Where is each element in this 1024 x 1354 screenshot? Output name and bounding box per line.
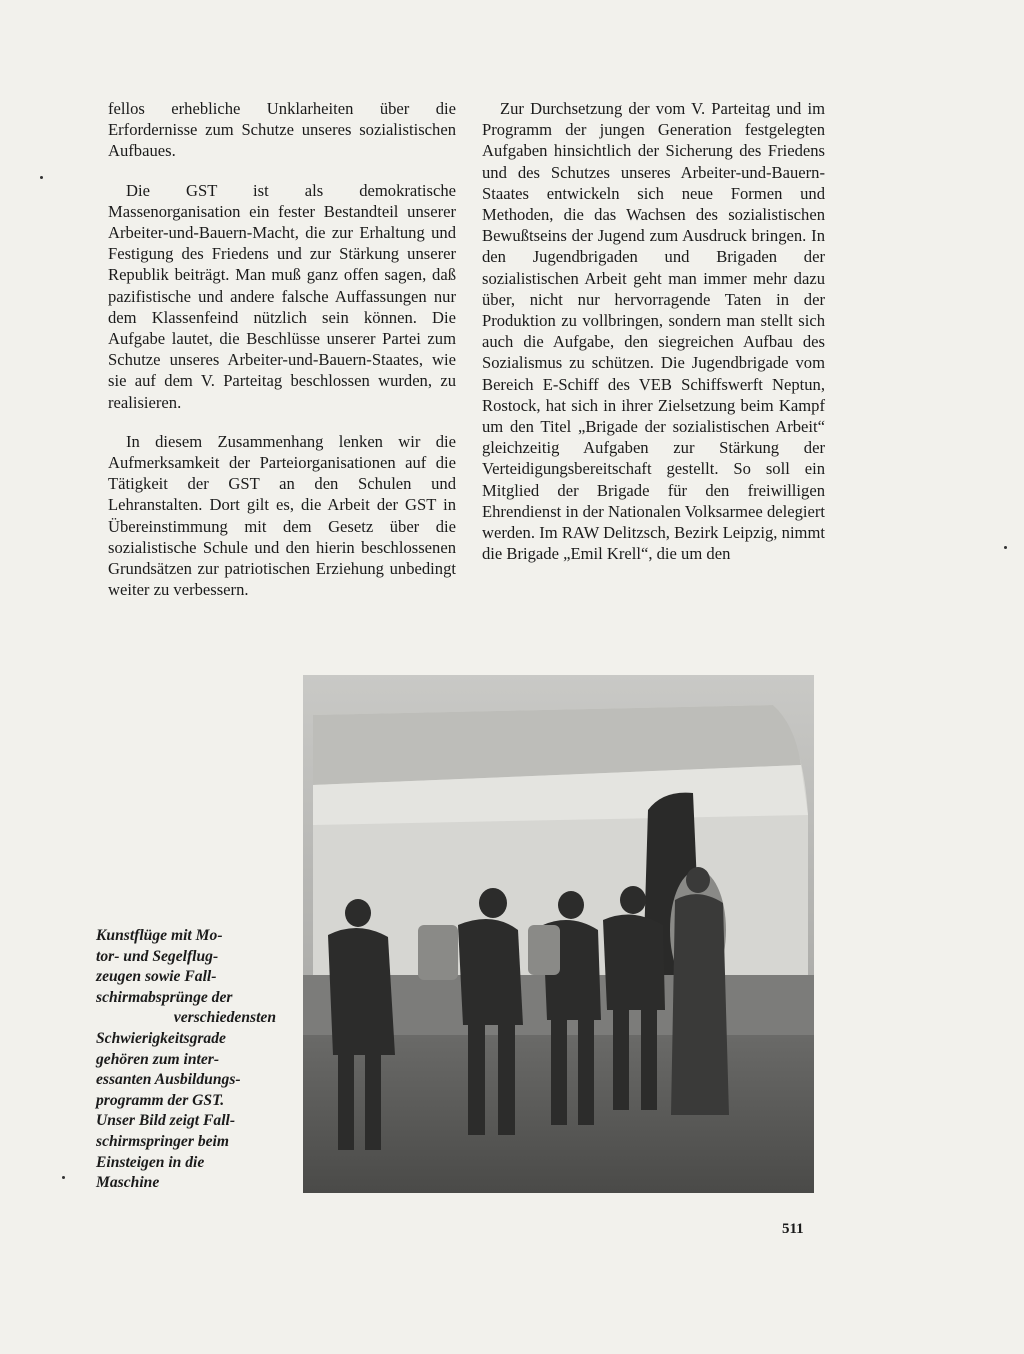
paragraph: Die GST ist als demokratische Massenorganisation ein fester Bestandteil unserer Arbeiter-und-Bauern-Macht, die zur Erhaltung und Festigung des Friedens und zur Stärkung unserer Republik beiträgt. Man muß ganz offen sagen, daß pazifistische und andere falsche Auffassungen nur dem Klassenfeind nützlich sein können. Die Aufgabe lautet, die Beschlüsse unserer Partei zum Schutze unseres Arbeiter-und-Bauern-Staates, wie sie auf dem V. Parteitag beschlossen wurden, zu realisieren. bbox=[108, 180, 456, 412]
print-speck bbox=[40, 176, 43, 179]
paragraph: In diesem Zusammenhang lenken wir die Aufmerksamkeit der Parteiorganisationen auf die Tätigkeit der GST an den Schulen und Lehranstalten. Dort gilt es, die Arbeit der GST in Übereinstimmung mit dem Gesetz über die sozialistische Schule und den hierin beschlossenen Grundsätzen zur patriotischen Erziehung unbedingt weiter zu verbessern. bbox=[108, 431, 456, 600]
caption-line: schirmspringer beim bbox=[96, 1132, 229, 1150]
print-speck bbox=[1004, 546, 1007, 549]
caption-line: zeugen sowie Fall- bbox=[96, 968, 217, 986]
caption-line: Schwierigkeitsgrade bbox=[96, 1029, 226, 1047]
left-text-column bbox=[108, 98, 456, 618]
print-speck bbox=[62, 1176, 65, 1179]
caption-line: tor- und Segelflug- bbox=[96, 947, 219, 965]
caption-line: Einsteigen in die bbox=[96, 1153, 205, 1171]
caption-line: programm der GST. bbox=[96, 1091, 225, 1109]
right-text-column bbox=[482, 98, 825, 582]
page-number: 511 bbox=[782, 1221, 804, 1237]
caption-line: schirmabsprünge der bbox=[96, 988, 233, 1006]
caption-line: verschiedensten bbox=[173, 1009, 276, 1027]
paragraph: Zur Durchsetzung der vom V. Parteitag und im Programm der jungen Generation festgelegten Aufgaben hinsichtlich der Sicherung des Friedens und des Schutzes unseres Arbeiter-und-Bauern-Staates entwickeln sich neue Formen und Methoden, die das Wachsen des sozialistischen Bewußtseins der Jugend zum Ausdruck bringen. In den Jugendbrigaden und Brigaden der sozialistischen Arbeit geht man immer mehr dazu über, nicht nur hervorragende Taten in der Produktion zu vollbringen, sondern man stellt sich auch die Aufgabe, den siegreichen Aufbau des Sozialismus zu schützen. Die Jugendbrigade vom Bereich E-Schiff des VEB Schiffswerft Neptun, Rostock, hat sich in ihrer Zielsetzung beim Kampf um den Titel „Brigade der sozialistischen Arbeit“ gleichzeitig Aufgaben zur Stärkung der Verteidigungsbereitschaft gestellt. So soll ein Mitglied der Brigade für den freiwilligen Ehrendienst in der Nationalen Volksarmee delegiert werden. Im RAW Delitzsch, Bezirk Leipzig, nimmt die Brigade „Emil Krell“, die um den bbox=[482, 99, 825, 564]
caption-line: Unser Bild zeigt Fall- bbox=[96, 1112, 236, 1130]
photo-caption bbox=[96, 926, 276, 1194]
caption-line: gehören zum inter- bbox=[96, 1050, 220, 1068]
caption-line: essanten Ausbildungs- bbox=[96, 1071, 241, 1089]
caption-line: Maschine bbox=[96, 1174, 160, 1192]
caption-line: Kunstflüge mit Mo- bbox=[96, 927, 223, 944]
paragraph: fellos erhebliche Unklarheiten über die Erfordernisse zum Schutze unseres sozialistischen Aufbaues. bbox=[108, 99, 456, 161]
parachutists-photo bbox=[303, 675, 814, 1193]
